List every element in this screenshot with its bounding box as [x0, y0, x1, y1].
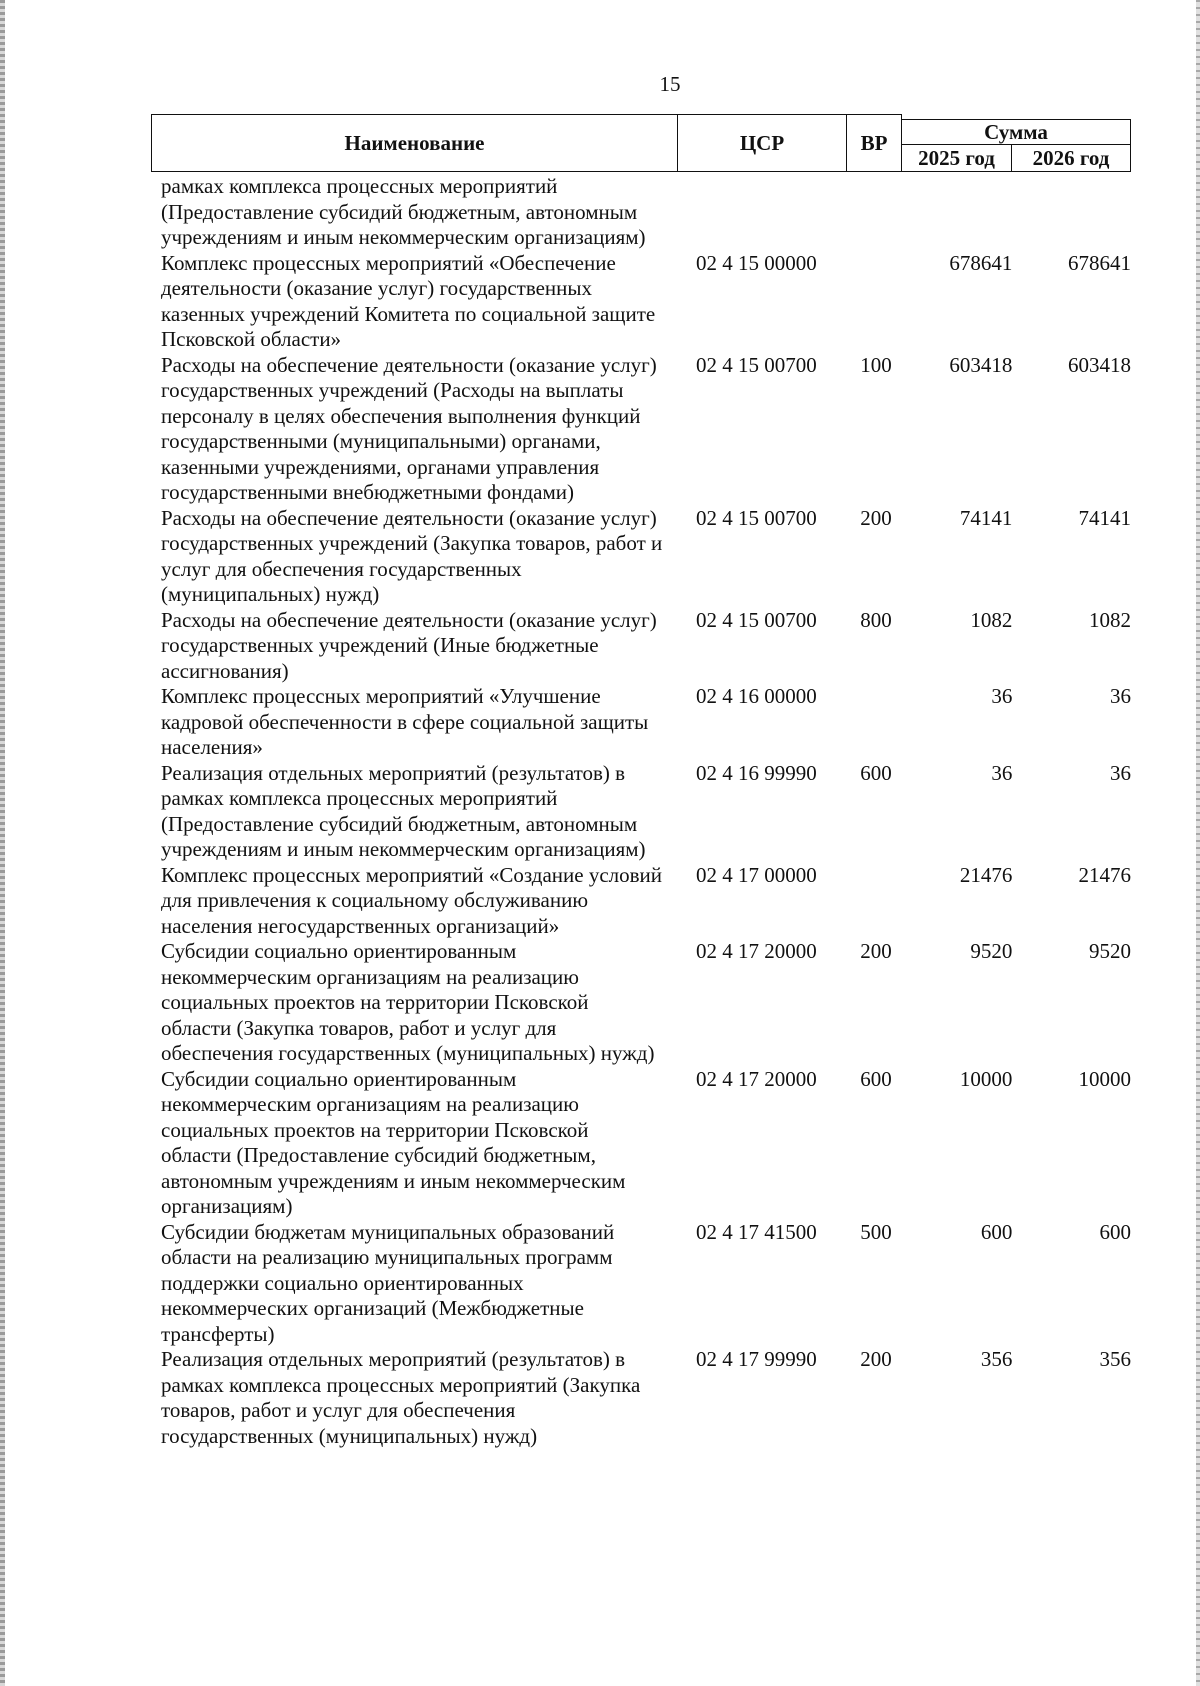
row-name: Расходы на обеспечение деятельности (оказание услуг) государственных учреждений (Иные бюджетные ассигнования) — [161, 607, 657, 683]
row-sum-2025: 356 — [980, 1347, 1013, 1371]
row-sum-2026 — [1012, 174, 1131, 251]
row-csr — [663, 174, 850, 251]
row-vr — [850, 684, 914, 761]
row-csr: 02 4 15 00700 — [696, 505, 817, 530]
table-row — [161, 353, 1131, 506]
row-vr: 200 — [860, 505, 892, 530]
row-sum-2026: 356 — [1099, 1347, 1132, 1371]
row-vr: 100 — [860, 352, 892, 377]
row-name: Реализация отдельных мероприятий (результатов) в рамках комплекса процессных мероприятий (Предоставление субсидий бюджетным, автономным учреждениям и иным некоммерческим организациям) — [161, 760, 646, 861]
row-csr: 02 4 17 20000 — [696, 1066, 817, 1091]
row-sum-2025: 600 — [980, 1219, 1013, 1244]
row-sum-2025: 1082 — [970, 607, 1013, 632]
row-csr: 02 4 16 00000 — [696, 684, 817, 708]
row-csr: 02 4 16 99990 — [696, 760, 817, 785]
table-body — [161, 174, 1131, 1449]
row-sum-2026: 36 — [1110, 760, 1132, 785]
row-sum-2026: 600 — [1099, 1219, 1132, 1244]
row-sum-2026: 36 — [1110, 684, 1132, 708]
row-vr — [850, 251, 914, 353]
row-sum-2025: 678641 — [949, 250, 1013, 275]
row-name: Субсидии социально ориентированным некоммерческим организациям на реализацию социальных проектов на территории Псковской области (Закупка товаров, работ и услуг для обеспечения государственных (муниципальных) нужд) — [161, 939, 655, 1065]
row-csr: 02 4 17 00000 — [696, 862, 817, 887]
row-sum-2025 — [915, 174, 1013, 251]
table-row — [161, 1067, 1131, 1220]
row-name: рамках комплекса процессных мероприятий (Предоставление субсидий бюджетным, автономным учреждениям и иным некоммерческим организациям) — [161, 174, 646, 249]
row-sum-2025: 9520 — [970, 939, 1013, 963]
row-sum-2025: 36 — [991, 760, 1013, 785]
header-vr: ВР — [846, 114, 902, 172]
row-sum-2026: 603418 — [1068, 352, 1132, 377]
header-csr: ЦСР — [677, 114, 847, 172]
row-sum-2026: 10000 — [1078, 1066, 1132, 1091]
table-row — [161, 684, 1131, 761]
table-row — [161, 1347, 1131, 1449]
table-row — [161, 1220, 1131, 1348]
table-row — [161, 506, 1131, 608]
table-row — [161, 174, 1131, 251]
row-sum-2025: 21476 — [959, 862, 1013, 887]
row-csr: 02 4 17 20000 — [696, 939, 817, 963]
page-number: 15 — [659, 72, 681, 96]
row-name: Субсидии бюджетам муниципальных образований области на реализацию муниципальных программ поддержки социально ориентированных некоммерческих организаций (Межбюджетные трансферты) — [161, 1219, 615, 1346]
row-vr: 600 — [860, 1066, 892, 1091]
row-name: Комплекс процессных мероприятий «Улучшение кадровой обеспеченности в сфере социальной защиты населения» — [161, 684, 649, 759]
table-row — [161, 761, 1131, 863]
table-row — [161, 251, 1131, 353]
scan-left-edge — [0, 0, 5, 1686]
row-csr: 02 4 17 41500 — [696, 1219, 817, 1244]
row-name: Субсидии социально ориентированным некоммерческим организациям на реализацию социальных проектов на территории Псковской области (Предоставление субсидий бюджетным, автономным учреждениям и иным некоммерческим организациям) — [161, 1066, 626, 1218]
row-sum-2025: 603418 — [949, 352, 1013, 377]
header-year-2025: 2025 год — [901, 144, 1012, 172]
row-name: Расходы на обеспечение деятельности (оказание услуг) государственных учреждений (Расходы на выплаты персоналу в целях обеспечения выполнения функций государственными (муниципальными) органами, казенными учреждениями, органами управления государственными внебюджетными фондами) — [161, 352, 657, 504]
header-name: Наименование — [151, 114, 678, 172]
row-sum-2026: 74141 — [1078, 505, 1132, 530]
header-year-2026: 2026 год — [1011, 144, 1131, 172]
header-sum: Сумма — [901, 119, 1131, 145]
row-csr: 02 4 15 00000 — [696, 250, 817, 275]
row-name: Реализация отдельных мероприятий (результатов) в рамках комплекса процессных мероприятий (Закупка товаров, работ и услуг для обеспечения государственных (муниципальных) нужд) — [161, 1347, 641, 1448]
scan-right-edge — [1196, 0, 1200, 1686]
row-name: Расходы на обеспечение деятельности (оказание услуг) государственных учреждений (Закупка товаров, работ и услуг для обеспечения государственных (муниципальных) нужд) — [161, 505, 663, 606]
row-csr: 02 4 15 00700 — [696, 607, 817, 632]
row-vr: 800 — [860, 607, 892, 632]
row-sum-2026: 9520 — [1089, 939, 1132, 963]
row-vr: 200 — [860, 939, 892, 963]
row-vr: 600 — [860, 760, 892, 785]
row-vr — [850, 863, 914, 940]
row-sum-2026: 21476 — [1078, 862, 1132, 887]
row-csr: 02 4 17 99990 — [696, 1347, 817, 1371]
table-header — [151, 114, 1131, 173]
row-vr — [850, 174, 914, 251]
row-vr: 200 — [860, 1347, 892, 1371]
table-row — [161, 608, 1131, 685]
row-sum-2025: 36 — [991, 684, 1013, 708]
row-sum-2025: 74141 — [959, 505, 1013, 530]
row-name: Комплекс процессных мероприятий «Обеспечение деятельности (оказание услуг) государственных казенных учреждений Комитета по социальной защите Псковской области» — [161, 250, 656, 351]
row-name: Комплекс процессных мероприятий «Создание условий для привлечения к социальному обслуживанию населения негосударственных организаций» — [161, 862, 663, 938]
row-csr: 02 4 15 00700 — [696, 352, 817, 377]
row-sum-2025: 10000 — [959, 1066, 1013, 1091]
row-vr: 500 — [860, 1219, 892, 1244]
table-row — [161, 863, 1131, 940]
row-sum-2026: 678641 — [1068, 250, 1132, 275]
table-row — [161, 939, 1131, 1067]
row-sum-2026: 1082 — [1089, 607, 1132, 632]
